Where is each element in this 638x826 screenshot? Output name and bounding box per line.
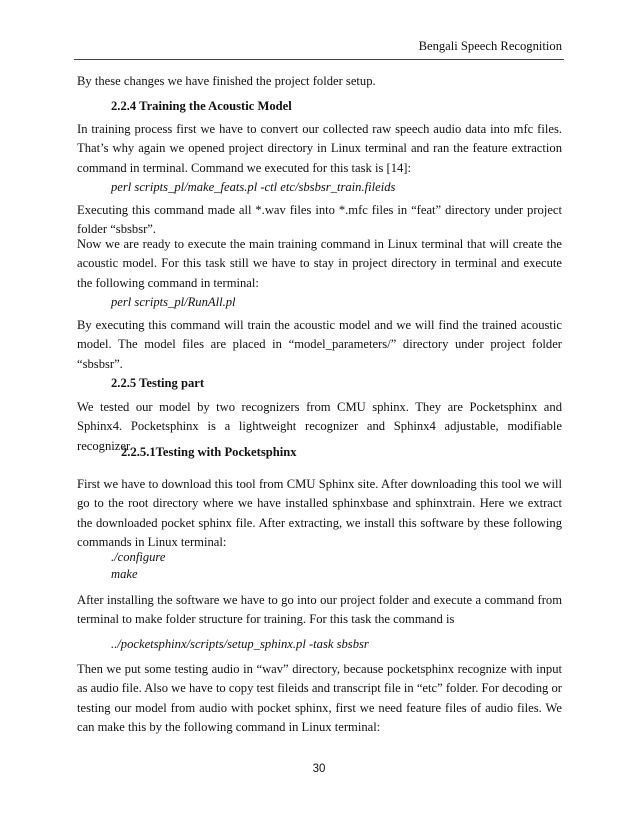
command-make: make [111, 567, 138, 581]
command-setup-sphinx: ../pocketsphinx/scripts/setup_sphinx.pl -task sbsbsr [111, 637, 369, 651]
paragraph-now-ready: Now we are ready to execute the main training command in Linux terminal that will create the acoustic model. For this task still we have to stay in project directory in terminal and execute the following command in terminal: [77, 237, 562, 290]
paragraph-training: In training process first we have to convert our collected raw speech audio data into mfc files. That’s why again we opened project directory in Linux terminal and ran the feature extraction command in terminal. Command we executed for this task is [14]: [77, 122, 562, 175]
heading-2-2-4: 2.2.4 Training the Acoustic Model [111, 99, 292, 113]
heading-2-2-5: 2.2.5 Testing part [111, 376, 205, 390]
paragraph-executing: Executing this command made all *.wav files into *.mfc files in “feat” directory under project folder “sbsbsr”. [77, 203, 562, 237]
command-configure: ./configure [111, 550, 166, 564]
paragraph-tested: We tested our model by two recognizers from CMU sphinx. They are Pocketsphinx and Sphinx4. Pocketsphinx is a lightweight recognizer and Sphinx4 adjustable, modifiable recognizer. [77, 400, 562, 453]
page-number: 30 [312, 763, 326, 775]
command-runall: perl scripts_pl/RunAll.pl [111, 295, 236, 309]
paragraph-first: First we have to download this tool from CMU Sphinx site. After downloading this tool we will go to the root directory where we have installed sphinxbase and sphinxtrain. Here we extract the downloaded pocket sphinx file. After extracting, we install this software by these following commands in Linux terminal: [77, 477, 562, 549]
paragraph-then: Then we put some testing audio in “wav” directory, because pocketsphinx recognize with input as audio file. Also we have to copy test fileids and transcript file in “etc” folder. For decoding or testing our model from audio with pocket sphinx, first we need feature files of audio files. We can make this by the following command in Linux terminal: [77, 662, 562, 734]
paragraph-intro: By these changes we have finished the project folder setup. [77, 74, 376, 88]
running-header: Bengali Speech Recognition [418, 39, 562, 53]
header-rule [74, 59, 564, 60]
command-make-feats: perl scripts_pl/make_feats.pl -ctl etc/sbsbsr_train.fileids [111, 180, 396, 194]
paragraph-after-installing: After installing the software we have to go into our project folder and execute a command from terminal to make folder structure for training. For this task the command is [77, 593, 562, 627]
paragraph-by-executing: By executing this command will train the acoustic model and we will find the trained acoustic model. The model files are placed in “model_parameters/” directory under project folder “sbsbsr”. [77, 318, 562, 371]
heading-2-2-5-1: 2.2.5.1Testing with Pocketsphinx [121, 445, 297, 459]
